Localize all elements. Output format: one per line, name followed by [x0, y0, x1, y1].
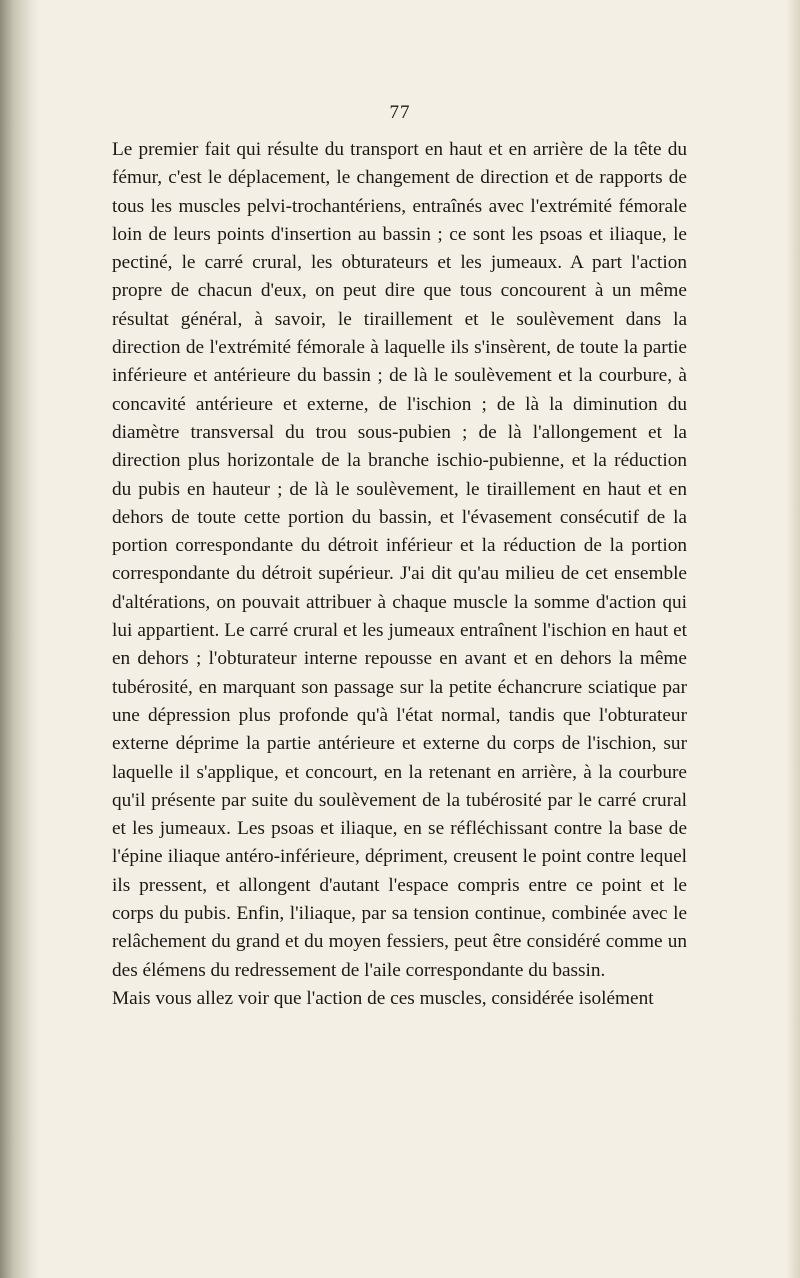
page-binding-shadow [0, 0, 40, 1278]
body-text [112, 136, 687, 1013]
page-edge-shadow [786, 0, 800, 1278]
paragraph-2-start: Mais vous allez voir que l'action de ces muscles, considérée isolément [112, 987, 654, 1009]
page-number: 77 [389, 102, 411, 123]
paragraph-1: Le premier fait qui résulte du transport en haut et en arrière de la tête du fémur, c'est le déplacement, le changement de direction et de rapports de tous les muscles pelvi-trochantériens, entraînés avec l'extrémité fémorale loin de leurs points d'insertion au bassin ; ce sont les psoas et iliaque, le pectiné, le carré crural, les obturateurs et les jumeaux. A part l'action propre de chacun d'eux, on peut dire que tous concourent à un même résultat général, à savoir, le tiraillement et le soulèvement dans la direction de l'extrémité fémorale à laquelle ils s'insèrent, de toute la partie inférieure et antérieure du bassin ; de là le soulèvement et la courbure, à concavité antérieure et externe, de l'ischion ; de là la diminution du diamètre transversal du trou sous-pubien ; de là l'allongement et la direction plus horizontale de la branche ischio-pubienne, et la réduction du pubis en hauteur ; de là le soulèvement, le tiraillement en haut et en dehors de toute cette portion du bassin, et l'évasement consécutif de la portion correspondante du détroit inférieur et la réduction de la portion correspondante du détroit supérieur. J'ai dit qu'au milieu de cet ensemble d'altérations, on pouvait attribuer à chaque muscle la somme d'action qui lui appartient. Le carré crural et les jumeaux entraînent l'ischion en haut et en dehors ; l'obturateur interne repousse en avant et en dehors la même tubérosité, en marquant son passage sur la petite échancrure sciatique par une dépression plus profonde qu'à l'état normal, tandis que l'obturateur externe déprime la partie antérieure et externe du corps de l'ischion, sur laquelle il s'applique, et concourt, en la retenant en arrière, à la courbure qu'il présente par suite du soulèvement de la tubérosité par le carré crural et les jumeaux. Les psoas et iliaque, en se réfléchissant contre la base de l'épine iliaque antéro-inférieure, dépriment, creusent le point contre lequel ils pressent, et allongent d'autant l'espace compris entre ce point et le corps du pubis. Enfin, l'iliaque, par sa tension continue, combinée avec le relâchement du grand et du moyen fessiers, peut être considéré comme un des élémens du redressement de l'aile correspondante du bassin. [112, 139, 687, 981]
